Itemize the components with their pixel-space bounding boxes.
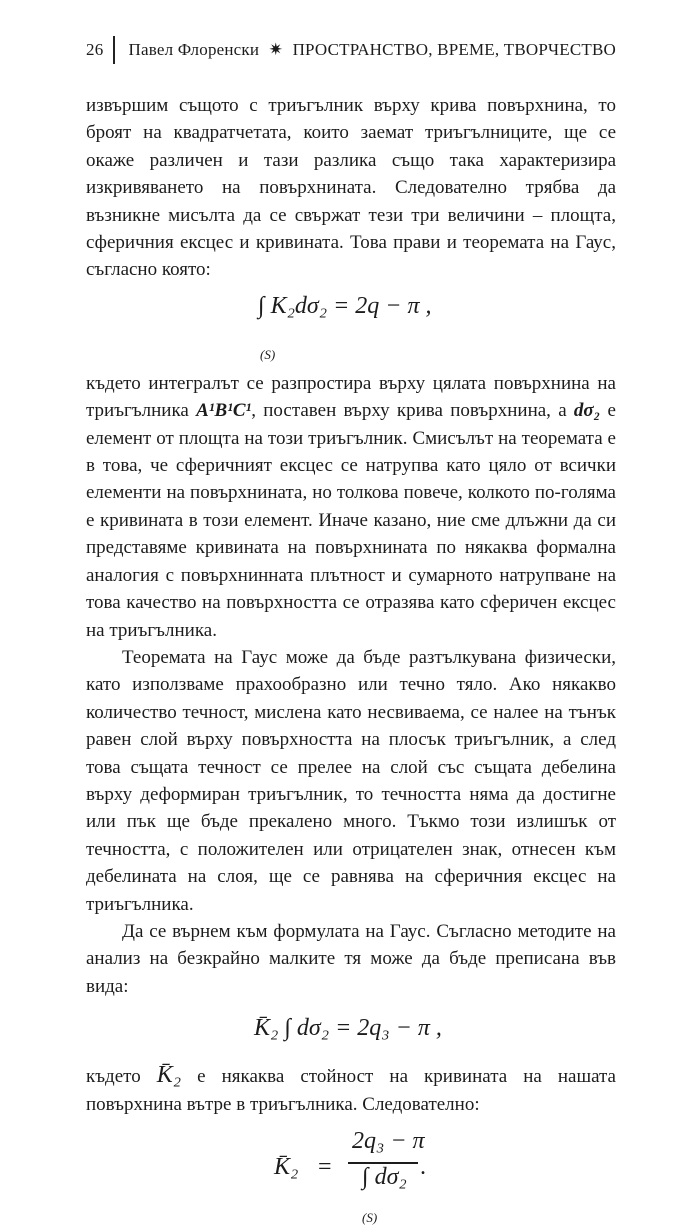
paragraph-2-text-b: , поставен върху крива повърхнина, а: [251, 400, 574, 422]
sun-ornament-icon: ✷: [268, 40, 284, 59]
header-title-block: [129, 40, 616, 60]
page-number: 26: [86, 40, 104, 59]
gauss-formula-mean: [86, 1003, 616, 1061]
paragraph-4: Да се върнем към формулата на Гаус. Съгласно методите на анализ на безкрайно малките тя може да бъде преписана във вида:: [86, 920, 616, 997]
formula-3-numerator: 2q₃ − π: [352, 1128, 425, 1154]
curvature-fraction-formula: [86, 1118, 616, 1230]
page-body: [86, 92, 616, 1230]
formula-1-domain: (S): [260, 346, 276, 362]
formula-3-equals: =: [318, 1154, 332, 1180]
paragraph-3: Теоремата на Гаус може да бъде разтълкувана физически, като използваме прахообразно или течно тяло. Ако някакво количество течност, мислена като несвиваема, се налее на тънък равен слой върху повърхността на плосък триъгълник, а след това същата течност се прелее на слой със същата дебелина върху деформиран триъгълник, то течността няма да достигне или пък ще бъде прекалено много. Тъкмо този излишък от течността, с положителен или отрицателен знак, отнесен към дебелината на слоя, ще се равнява на сферичния ексцес на триъгълника.: [86, 646, 616, 915]
header-divider: [113, 36, 115, 64]
paragraph-5-text-a: където: [86, 1066, 157, 1088]
formula-3-lhs: K̄₂: [274, 1154, 299, 1180]
formula-3-domain: (S): [362, 1210, 378, 1225]
paragraph-2-text-a: където интегралът се разпростира върху цялата повърхнина на триъгълника: [86, 372, 616, 422]
paragraph-2: [86, 370, 616, 644]
paragraph-5: [86, 1062, 616, 1118]
formula-1-expression: ∫ K₂dσ₂ = 2q − π ,: [258, 292, 432, 319]
formula-3-end: .: [420, 1154, 426, 1180]
header-author: Павел Флоренски: [128, 40, 260, 59]
formula-2-expression: K̄₂ ∫ dσ₂ = 2q₃ − π ,: [254, 1015, 442, 1042]
running-header: [86, 36, 616, 70]
mean-curvature-symbol: K̄₂: [156, 1062, 182, 1089]
paragraph-5-text-b: е някаква стойност на кривината на нашата повърхнина вътре в триъгълника. Следователно:: [86, 1066, 616, 1115]
paragraph-1: извършим същото с триъгълник върху крива повърхнина, то броят на квадратчетата, които заемат триъгълниците, ще се окаже различен и тази разлика също така характеризира изкривяването на повърхнината. Следователно трябва да възникне мисълта да се свържат тези три величини – площта, сферичния ексцес и кривината. Това прави и теоремата на Гаус, съгласно която:: [86, 95, 616, 281]
formula-3-denominator: ∫ dσ₂: [362, 1164, 407, 1190]
header-book-title: ПРОСТРАНСТВО, ВРЕМЕ, ТВОРЧЕСТВО: [292, 40, 616, 59]
gauss-formula-integral: [86, 287, 616, 369]
area-element-symbol: dσ₂: [573, 400, 601, 422]
paragraph-2-text-c: е елемент от площта на този триъгълник. Смисълът на теоремата е в това, че сферичният ексцес се натрупва като цяло от всички елементи на повърхнината, но толкова повече, колкото по-голяма е кривината в този елемент. Иначе казано, ние сме длъжни да си представяме кривината на повърхнината по някаква формална аналогия с повърхнинната плътност и сумарното натрупване на това качество на повърхността се отразява като сферичен ексцес на триъгълника.: [86, 400, 616, 641]
triangle-label: A¹B¹C¹: [196, 400, 252, 422]
